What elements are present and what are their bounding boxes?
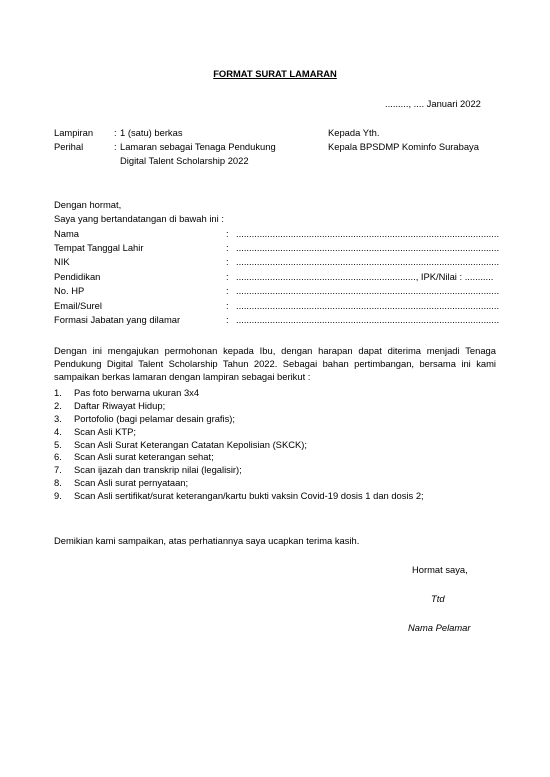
perihal-colon: : [114, 141, 117, 152]
list-item: 1. Pas foto berwarna ukuran 3x4 [54, 387, 200, 398]
recipient-line1: Kepada Yth. [328, 127, 380, 138]
field-dots-ttl: ..................................................................................................... [236, 242, 500, 253]
signature-salutation: Hormat saya, [412, 564, 468, 575]
perihal-value-line2: Digital Talent Scholarship 2022 [120, 155, 249, 166]
field-dots-formasi: ..................................................................................................... [236, 314, 500, 325]
field-colon: : [226, 314, 229, 325]
field-label-nama: Nama [54, 228, 80, 239]
body-paragraph: Dengan ini mengajukan permohonan kepada Ibu, dengan harapan dapat diterima menjadi Tenaga Pendukung Digital Talent Scholarship Tahun 2022. Sebagai bahan pertimbangan, bersama ini kami sampaikan berkas lamaran dengan lampiran sebagai berikut : [54, 345, 496, 383]
list-item: 2. Daftar Riwayat Hidup; [54, 399, 166, 411]
list-item: 5. Scan Asli Surat Keterangan Catatan Kepolisian (SKCK); [54, 438, 307, 450]
list-item: 9. Scan Asli sertifikat/surat keterangan/kartu bukti vaksin Covid-19 dosis 1 dan dosis 2; [54, 490, 424, 502]
field-label-email: Email/Surel [54, 300, 102, 311]
field-dots-nama: ..................................................................................................... [236, 228, 500, 239]
greeting: Dengan hormat, [54, 199, 122, 210]
recipient-line2: Kepala BPSDMP Kominfo Surabaya [328, 141, 479, 152]
field-dots-pendidikan: ....................................................................., IPK/Nilai : ........... [236, 271, 494, 282]
lampiran-value: 1 (satu) berkas [120, 127, 183, 138]
signature-name: Nama Pelamar [408, 622, 471, 633]
field-colon: : [226, 285, 229, 296]
document-title: FORMAT SURAT LAMARAN [213, 68, 337, 79]
list-item: 3. Portofolio (bagi pelamar desain grafis); [54, 412, 236, 424]
field-dots-email: ..................................................................................................... [236, 300, 500, 311]
attachment-list [54, 387, 424, 503]
perihal-value-line1: Lamaran sebagai Tenaga Pendukung [120, 141, 276, 152]
field-label-formasi: Formasi Jabatan yang dilamar [54, 314, 181, 325]
list-item: 7. Scan ijazah dan transkrip nilai (legalisir); [54, 464, 242, 476]
field-colon: : [226, 256, 229, 267]
date-line: ........., .... Januari 2022 [385, 98, 481, 109]
lampiran-colon: : [114, 127, 117, 138]
field-label-nohp: No. HP [54, 285, 85, 296]
field-label-ttl: Tempat Tanggal Lahir [54, 242, 144, 253]
perihal-label: Perihal [54, 141, 84, 152]
field-colon: : [226, 228, 229, 239]
intro-text: Saya yang bertandatangan di bawah ini : [54, 213, 224, 224]
field-colon: : [226, 242, 229, 253]
list-item: 6. Scan Asli surat keterangan sehat; [54, 451, 214, 463]
field-colon: : [226, 271, 229, 282]
closing-text: Demikian kami sampaikan, atas perhatiannya saya ucapkan terima kasih. [54, 535, 360, 546]
field-label-pendidikan: Pendidikan [54, 271, 101, 282]
field-dots-nik: ..................................................................................................... [236, 256, 500, 267]
field-dots-nohp: ..................................................................................................... [236, 285, 500, 296]
field-colon: : [226, 300, 229, 311]
signature-ttd: Ttd [431, 593, 445, 604]
list-item: 4. Scan Asli KTP; [54, 425, 137, 437]
list-item: 8. Scan Asli surat pernyataan; [54, 477, 189, 489]
lampiran-label: Lampiran [54, 127, 94, 138]
field-label-nik: NIK [54, 256, 70, 267]
